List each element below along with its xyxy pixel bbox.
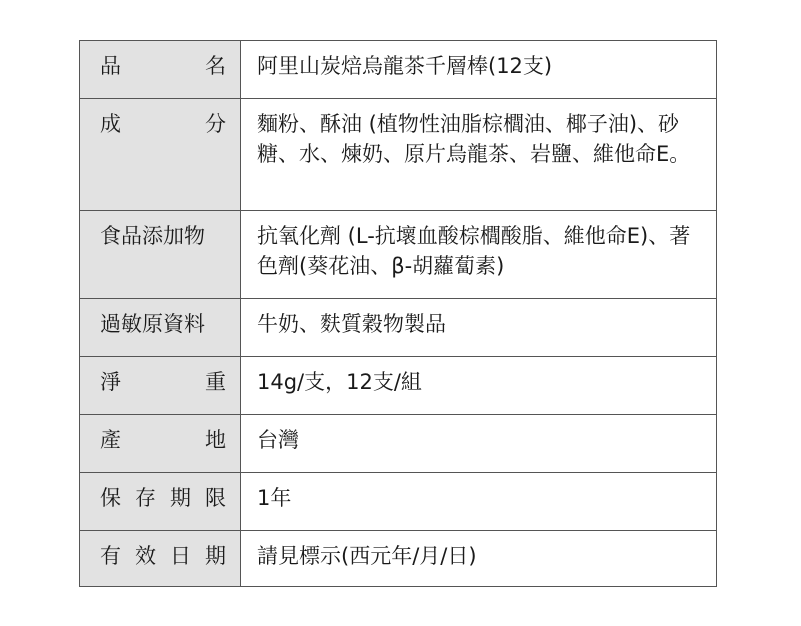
row-label-cell bbox=[80, 99, 241, 211]
row-label-cell bbox=[80, 41, 241, 99]
food-additives-label: 食品添加物 bbox=[100, 224, 205, 248]
table-row bbox=[80, 531, 717, 587]
table-row bbox=[80, 41, 717, 99]
table-row bbox=[80, 99, 717, 211]
row-label-cell bbox=[80, 473, 241, 531]
net-weight-value: 14g/支，12支/組 bbox=[257, 370, 422, 394]
product-name-label: 品 名 bbox=[100, 54, 226, 78]
row-value-cell bbox=[241, 415, 717, 473]
table-row bbox=[80, 473, 717, 531]
origin-label: 產 地 bbox=[100, 428, 226, 452]
expiry-date-label: 有效日期 bbox=[100, 544, 226, 568]
food-additives-value: 抗氧化劑 (L-抗壞血酸棕櫚酸脂、維他命E)、著色劑(葵花油、β-胡蘿蔔素) bbox=[257, 224, 691, 278]
row-value-cell bbox=[241, 41, 717, 99]
ingredients-label: 成 分 bbox=[100, 112, 226, 136]
ingredients-value: 麵粉、酥油 (植物性油脂棕櫚油、椰子油)、砂糖、水、煉奶、原片烏龍茶、岩鹽、維他命E。 bbox=[257, 112, 691, 166]
product-name-value: 阿里山炭焙烏龍茶千層棒(12支) bbox=[257, 54, 553, 78]
shelf-life-label: 保存期限 bbox=[100, 486, 226, 510]
table-row bbox=[80, 211, 717, 299]
table-row bbox=[80, 415, 717, 473]
net-weight-label: 淨 重 bbox=[100, 370, 226, 394]
expiry-date-value: 請見標示(西元年/月/日) bbox=[257, 544, 477, 568]
row-value-cell bbox=[241, 473, 717, 531]
row-value-cell bbox=[241, 531, 717, 587]
table-row bbox=[80, 299, 717, 357]
allergen-label: 過敏原資料 bbox=[100, 312, 205, 336]
product-spec-table bbox=[79, 40, 717, 587]
origin-value: 台灣 bbox=[257, 428, 299, 452]
row-label-cell bbox=[80, 211, 241, 299]
row-value-cell bbox=[241, 299, 717, 357]
row-label-cell bbox=[80, 415, 241, 473]
row-value-cell bbox=[241, 357, 717, 415]
row-label-cell bbox=[80, 357, 241, 415]
allergen-value: 牛奶、麩質穀物製品 bbox=[257, 312, 446, 336]
table-row bbox=[80, 357, 717, 415]
shelf-life-value: 1年 bbox=[257, 486, 292, 510]
row-label-cell bbox=[80, 299, 241, 357]
row-value-cell bbox=[241, 99, 717, 211]
row-label-cell bbox=[80, 531, 241, 587]
row-value-cell bbox=[241, 211, 717, 299]
